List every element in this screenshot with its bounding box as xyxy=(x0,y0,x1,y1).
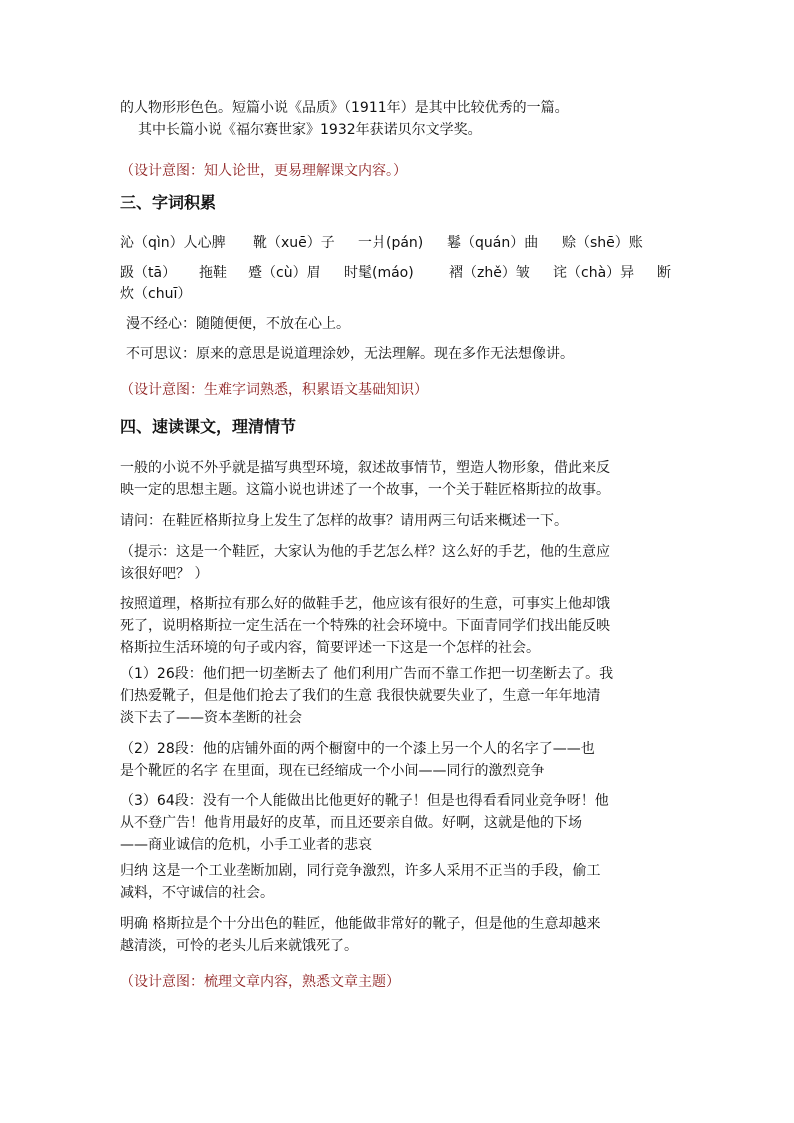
list-item-line: （2）28段：他的店铺外面的两个橱窗中的一个漆上另一个人的名字了——也 xyxy=(120,741,595,757)
paragraph-line: 映一定的思想主题。这篇小说也讲述了一个故事，一个关于鞋匠格斯拉的故事。 xyxy=(120,482,610,498)
design-note-vocab: （设计意图：生难字词熟悉，积累语文基础知识） xyxy=(120,382,428,398)
conclusion-line: 越清淡，可怜的老头儿后来就饿死了。 xyxy=(120,938,358,954)
vocab-item: 靴（xuē）子 xyxy=(253,235,335,251)
design-note-plot: （设计意图：梳理文章内容，熟悉文章主题） xyxy=(120,974,400,990)
hint-line: （提示：这是一个鞋匠，大家认为他的手艺怎么样？这么好的手艺，他的生意应 xyxy=(120,544,610,560)
list-item-line: 淡下去了——资本垄断的社会 xyxy=(120,710,302,726)
vocab-item: 一爿(pán) xyxy=(358,235,424,251)
vocab-item: 断 xyxy=(657,265,671,281)
vocab-item: 诧（chà）异 xyxy=(553,265,635,281)
summary-line: 归纳 这是一个工业垄断加剧，同行竞争激烈，许多人采用不正当的手段，偷工 xyxy=(120,863,601,879)
conclusion-line: 明确 格斯拉是个十分出色的鞋匠，他能做非常好的靴子，但是他的生意却越来 xyxy=(120,916,601,932)
question-line: 请问：在鞋匠格斯拉身上发生了怎样的故事？请用两三句话来概述一下。 xyxy=(120,513,568,529)
paragraph-line: 格斯拉生活环境的句子或内容，简要评述一下这是一个怎样的社会。 xyxy=(120,640,540,656)
intro-line-1: 的人物形形色色。短篇小说《品质》（1911年）是其中比较优秀的一篇。 xyxy=(120,100,569,116)
vocab-item: 褶（zhě）皱 xyxy=(449,265,530,281)
summary-line: 减料，不守诚信的社会。 xyxy=(120,885,274,901)
vocab-item: 沁（qìn）人心脾 xyxy=(120,235,226,251)
paragraph-line: 按照道理，格斯拉有那么好的做鞋手艺，他应该有很好的生意，可事实上他却饿 xyxy=(120,596,610,612)
definition-1: 漫不经心：随随便便，不放在心上。 xyxy=(126,316,350,332)
intro-line-2: 其中长篇小说《福尔赛世家》1932年获诺贝尔文学奖。 xyxy=(138,122,482,138)
definition-2: 不可思议：原来的意思是说道理涂妙，无法理解。现在多作无法想像讲。 xyxy=(126,346,574,362)
vocab-item: 赊（shē）账 xyxy=(562,235,643,251)
list-item-line: （3）64段：没有一个人能做出比他更好的靴子！但是也得看看同业竞争呀！他 xyxy=(120,793,609,809)
list-item-line: 从不登广告！他肯用最好的皮革，而且还要亲自做。好啊，这就是他的下场 xyxy=(120,815,582,831)
design-note-intro: （设计意图：知人论世，更易理解课文内容。） xyxy=(120,163,407,179)
vocab-item: 时髦(máo) xyxy=(344,265,414,281)
section-heading-vocab: 三、字词积累 xyxy=(120,193,217,212)
vocab-item: 拖鞋 xyxy=(199,265,227,281)
paragraph-line: 死了，说明格斯拉一定生活在一个特殊的社会环境中。下面青同学们找出能反映 xyxy=(120,618,610,634)
list-item-line: 是个靴匠的名字 在里面，现在已经缩成一个小间——同行的激烈竞争 xyxy=(120,763,545,779)
vocab-row-3: 炊（chuī） xyxy=(120,286,192,302)
vocab-item: 蹙（cù）眉 xyxy=(248,265,321,281)
paragraph-line: 一般的小说不外乎就是描写典型环境，叙述故事情节，塑造人物形象，借此来反 xyxy=(120,460,610,476)
hint-line: 该很好吧？ ） xyxy=(120,566,209,582)
list-item-line: 们热爱靴子，但是他们抢去了我们的生意 我很快就要失业了，生意一年年地清 xyxy=(120,688,601,704)
section-heading-plot: 四、速读课文，理清情节 xyxy=(120,417,297,436)
list-item-line: （1）26段：他们把一切垄断去了 他们利用广告而不靠工作把一切垄断去了。我 xyxy=(120,666,614,682)
list-item-line: ——商业诚信的危机，小手工业者的悲哀 xyxy=(120,837,372,853)
vocab-item: 趿（tā） xyxy=(120,265,177,281)
vocab-item: 鬈（quán）曲 xyxy=(447,235,539,251)
